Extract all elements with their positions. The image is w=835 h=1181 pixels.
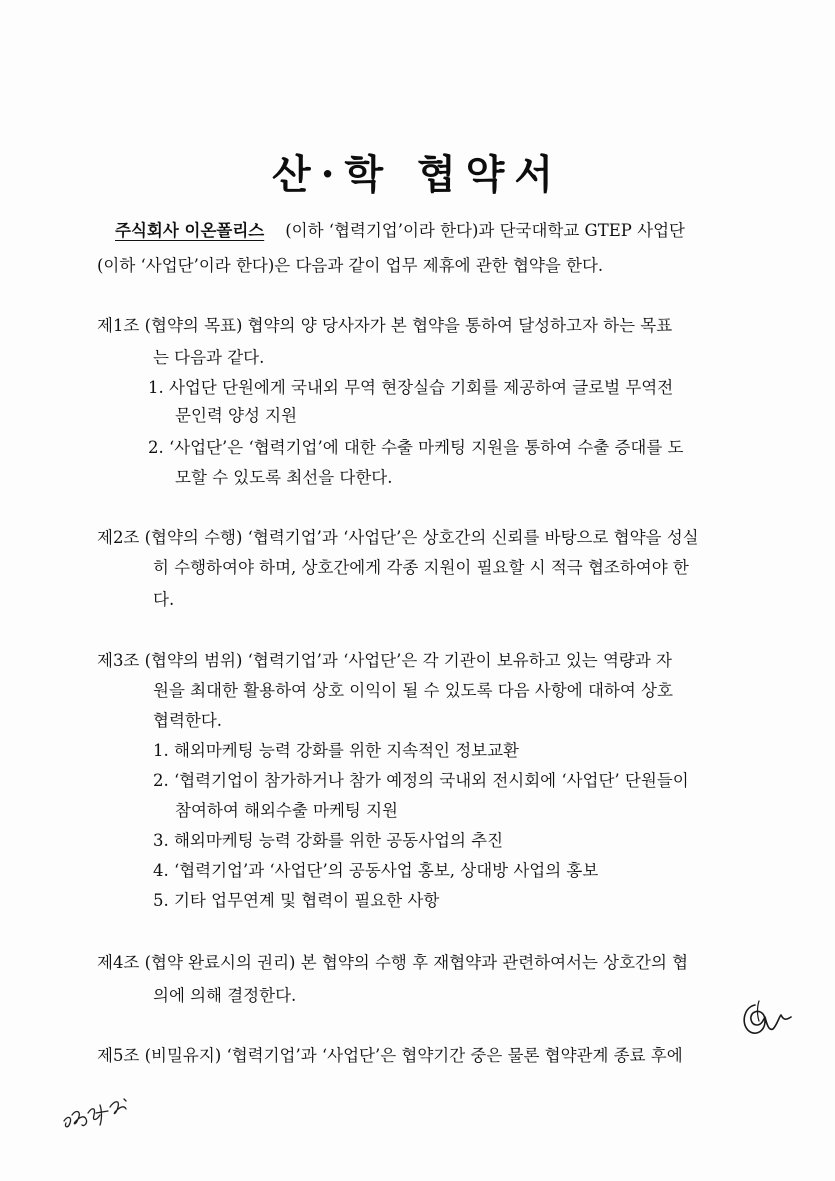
article3-line-2: 원을 최대한 활용하여 상호 이익이 될 수 있도록 다음 사항에 대하여 상호 (153, 681, 673, 700)
article1-heading: 제1조 (협약의 목표) 협약의 양 당사자가 본 협약을 통하여 달성하고자 하는 목표 (97, 316, 673, 335)
article2-line-3: 다. (153, 590, 175, 609)
article3-item-2: 2. ‘협력기업이 참가하거나 참가 예정의 국내외 전시회에 ‘사업단’ 단원들이 (153, 771, 689, 790)
article3-item-1: 1. 해외마케팅 능력 강화를 위한 지속적인 정보교환 (153, 741, 519, 760)
article1-item-2-cont: 모할 수 있도록 최선을 다한다. (175, 468, 393, 487)
article4-heading: 제4조 (협약 완료시의 권리) 본 협약의 수행 후 재협약과 관련하여서는 상호간의 협 (97, 953, 689, 972)
article1-item-1-cont: 문인력 양성 지원 (175, 406, 298, 425)
article3-item-3: 3. 해외마케팅 능력 강화를 위한 공동사업의 추진 (153, 831, 504, 850)
intro-line-1-text: (이하 ‘협력기업’이라 한다)과 단국대학교 GTEP 사업단 (285, 221, 685, 240)
intro-line-2: (이하 ‘사업단’이라 한다)은 다음과 같이 업무 제휴에 관한 협약을 한다. (97, 256, 604, 275)
article1-line-2: 는 다음과 같다. (153, 348, 265, 367)
article3-item-2-cont: 참여하여 해외수출 마케팅 지원 (175, 801, 398, 820)
article1-item-1: 1. 사업단 단원에게 국내외 무역 현장실습 기회를 제공하여 글로벌 무역전 (148, 378, 674, 397)
article5-heading: 제5조 (비밀유지) ‘협력기업’과 ‘사업단’은 협약기간 중은 물론 협약관계 종료 후에 (97, 1046, 683, 1065)
article4-line-2: 의에 의해 결정한다. (153, 986, 297, 1005)
article3-line-3: 협력한다. (153, 711, 223, 730)
article3-item-5: 5. 기타 업무연계 및 협력이 필요한 사항 (153, 891, 440, 910)
article3-item-4: 4. ‘협력기업’과 ‘사업단’의 공동사업 홍보, 상대방 사업의 홍보 (153, 861, 599, 880)
article2-heading: 제2조 (협약의 수행) ‘협력기업’과 ‘사업단’은 상호간의 신뢰를 바탕으로 협약을 성실 (97, 528, 699, 547)
article2-line-2: 히 수행하여야 하며, 상호간에게 각종 지원이 필요할 시 적극 협조하여야 한 (153, 558, 689, 577)
document-title: 산·학 협약서 (271, 151, 564, 198)
party-company-name: 주식회사 이온폴리스 (115, 221, 265, 240)
intro-line-1 (115, 220, 685, 242)
handwritten-initial-signature (735, 995, 795, 1043)
handwritten-scribble-signature (60, 1085, 135, 1137)
article1-item-2: 2. ‘사업단’은 ‘협력기업’에 대한 수출 마케팅 지원을 통하여 수출 증대를 도 (148, 438, 684, 457)
article3-heading: 제3조 (협약의 범위) ‘협력기업’과 ‘사업단’은 각 기관이 보유하고 있는 역량과 자 (97, 651, 672, 670)
